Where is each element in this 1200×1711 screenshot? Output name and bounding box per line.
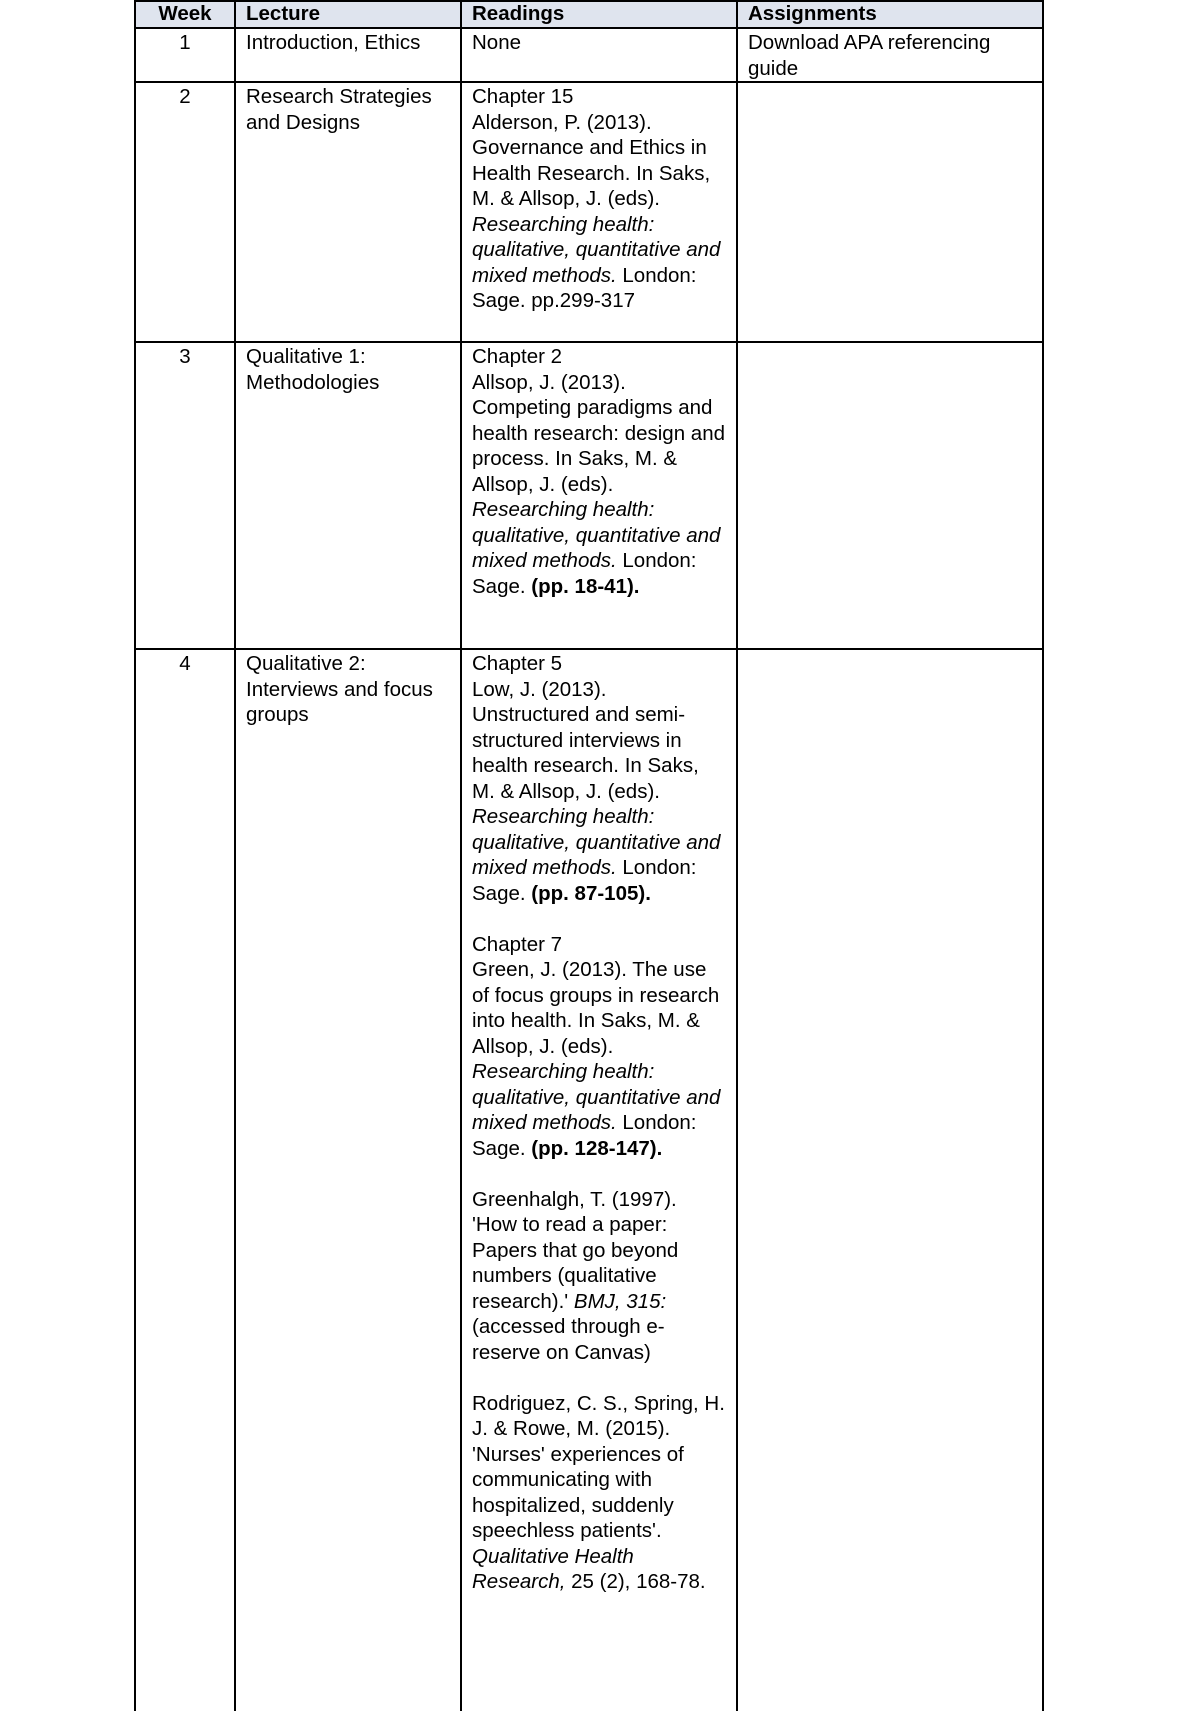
table-row [135,28,1043,82]
reading-chapter: Chapter 7 [472,932,563,956]
header-row [135,1,1043,28]
reading-book-title: Researching health: qualitative, quantitative and mixed methods. [472,212,721,287]
reading-entry [472,932,726,1162]
table-row [135,342,1043,649]
readings-cell [461,649,737,1711]
reading-publisher: London: Sage. [472,1111,697,1160]
reading-pages: (pp. 128-147). [531,1136,663,1160]
reading-spacer [472,1161,726,1187]
reading-book-title: Researching health: qualitative, quantitative and mixed methods. [472,805,721,879]
reading-volume: 25 (2), 168-78. [565,1570,706,1593]
assignment-text [737,649,1043,1711]
header-assignments: Assignments [737,1,1043,28]
reading-book-title: Researching health: qualitative, quantitative and mixed methods. [472,1060,721,1134]
lecture-title: Research Strategies and Designs [235,82,461,342]
readings-cell [461,82,737,342]
reading-citation: Allsop, J. (2013). Competing paradigms and health research: design and process. In Saks, M. & Allsop, J. (eds). [472,370,726,496]
reading-chapter: Chapter 2 [472,345,563,368]
header-week: Week [135,1,235,28]
reading-spacer [472,1365,726,1391]
table-body [135,28,1043,1711]
assignment-text [737,342,1043,649]
reading-entry [472,84,726,314]
reading-chapter: Chapter 5 [472,652,563,675]
assignment-text [737,82,1043,342]
reading-publisher: London: Sage. [472,856,697,905]
week-number: 3 [135,342,235,649]
week-number: 1 [135,28,235,82]
lecture-title: Qualitative 1: Methodologies [235,342,461,649]
table-row [135,82,1043,342]
reading-entry [472,30,726,56]
reading-access-note: (accessed through e-reserve on Canvas) [472,1315,665,1364]
reading-journal: Qualitative Health Research, [472,1544,634,1593]
reading-journal: BMJ, 315: [573,1289,667,1313]
reading-entry [472,1187,726,1366]
week-number: 4 [135,649,235,1711]
reading-book-title: Researching health: qualitative, quantitative and mixed methods. [472,498,721,572]
lecture-title: Introduction, Ethics [235,28,461,82]
reading-chapter: Chapter 15 [472,85,574,108]
reading-citation: Rodriguez, C. S., Spring, H. J. & Rowe, M. (2015). 'Nurses' experiences of communicating with hospitalized, suddenly speechless patients'. [472,1391,725,1542]
reading-pages: (pp. 18-41). [531,574,640,598]
reading-pages: (pp. 87-105). [531,881,651,905]
table-row [135,649,1043,1711]
reading-spacer [472,906,726,932]
reading-entry [472,344,726,599]
reading-citation: Green, J. (2013). The use of focus groups in research into health. In Saks, M. & Allsop, J. (eds). [472,958,720,1058]
lecture-title: Qualitative 2: Interviews and focus groups [235,649,461,1711]
reading-citation: Alderson, P. (2013). Governance and Ethics in Health Research. In Saks, M. & Allsop, J. (eds). [472,110,711,210]
header-lecture: Lecture [235,1,461,28]
reading-citation: Low, J. (2013). Unstructured and semi-structured interviews in health research. In Saks, M. & Allsop, J. (eds). [472,677,699,803]
assignment-text: Download APA referencing guide [737,28,1043,82]
course-schedule-table [134,0,1044,1711]
reading-citation: Greenhalgh, T. (1997). 'How to read a paper: Papers that go beyond numbers (qualitative research).' [472,1187,679,1313]
reading-entry [472,651,726,906]
readings-cell [461,28,737,82]
reading-publisher: London: Sage. [472,549,697,598]
week-number: 2 [135,82,235,342]
reading-text: None [472,31,522,54]
readings-cell [461,342,737,649]
reading-publisher: London: Sage. pp.299-317 [472,263,697,312]
header-readings: Readings [461,1,737,28]
reading-entry [472,1391,726,1595]
table-header [135,1,1043,28]
